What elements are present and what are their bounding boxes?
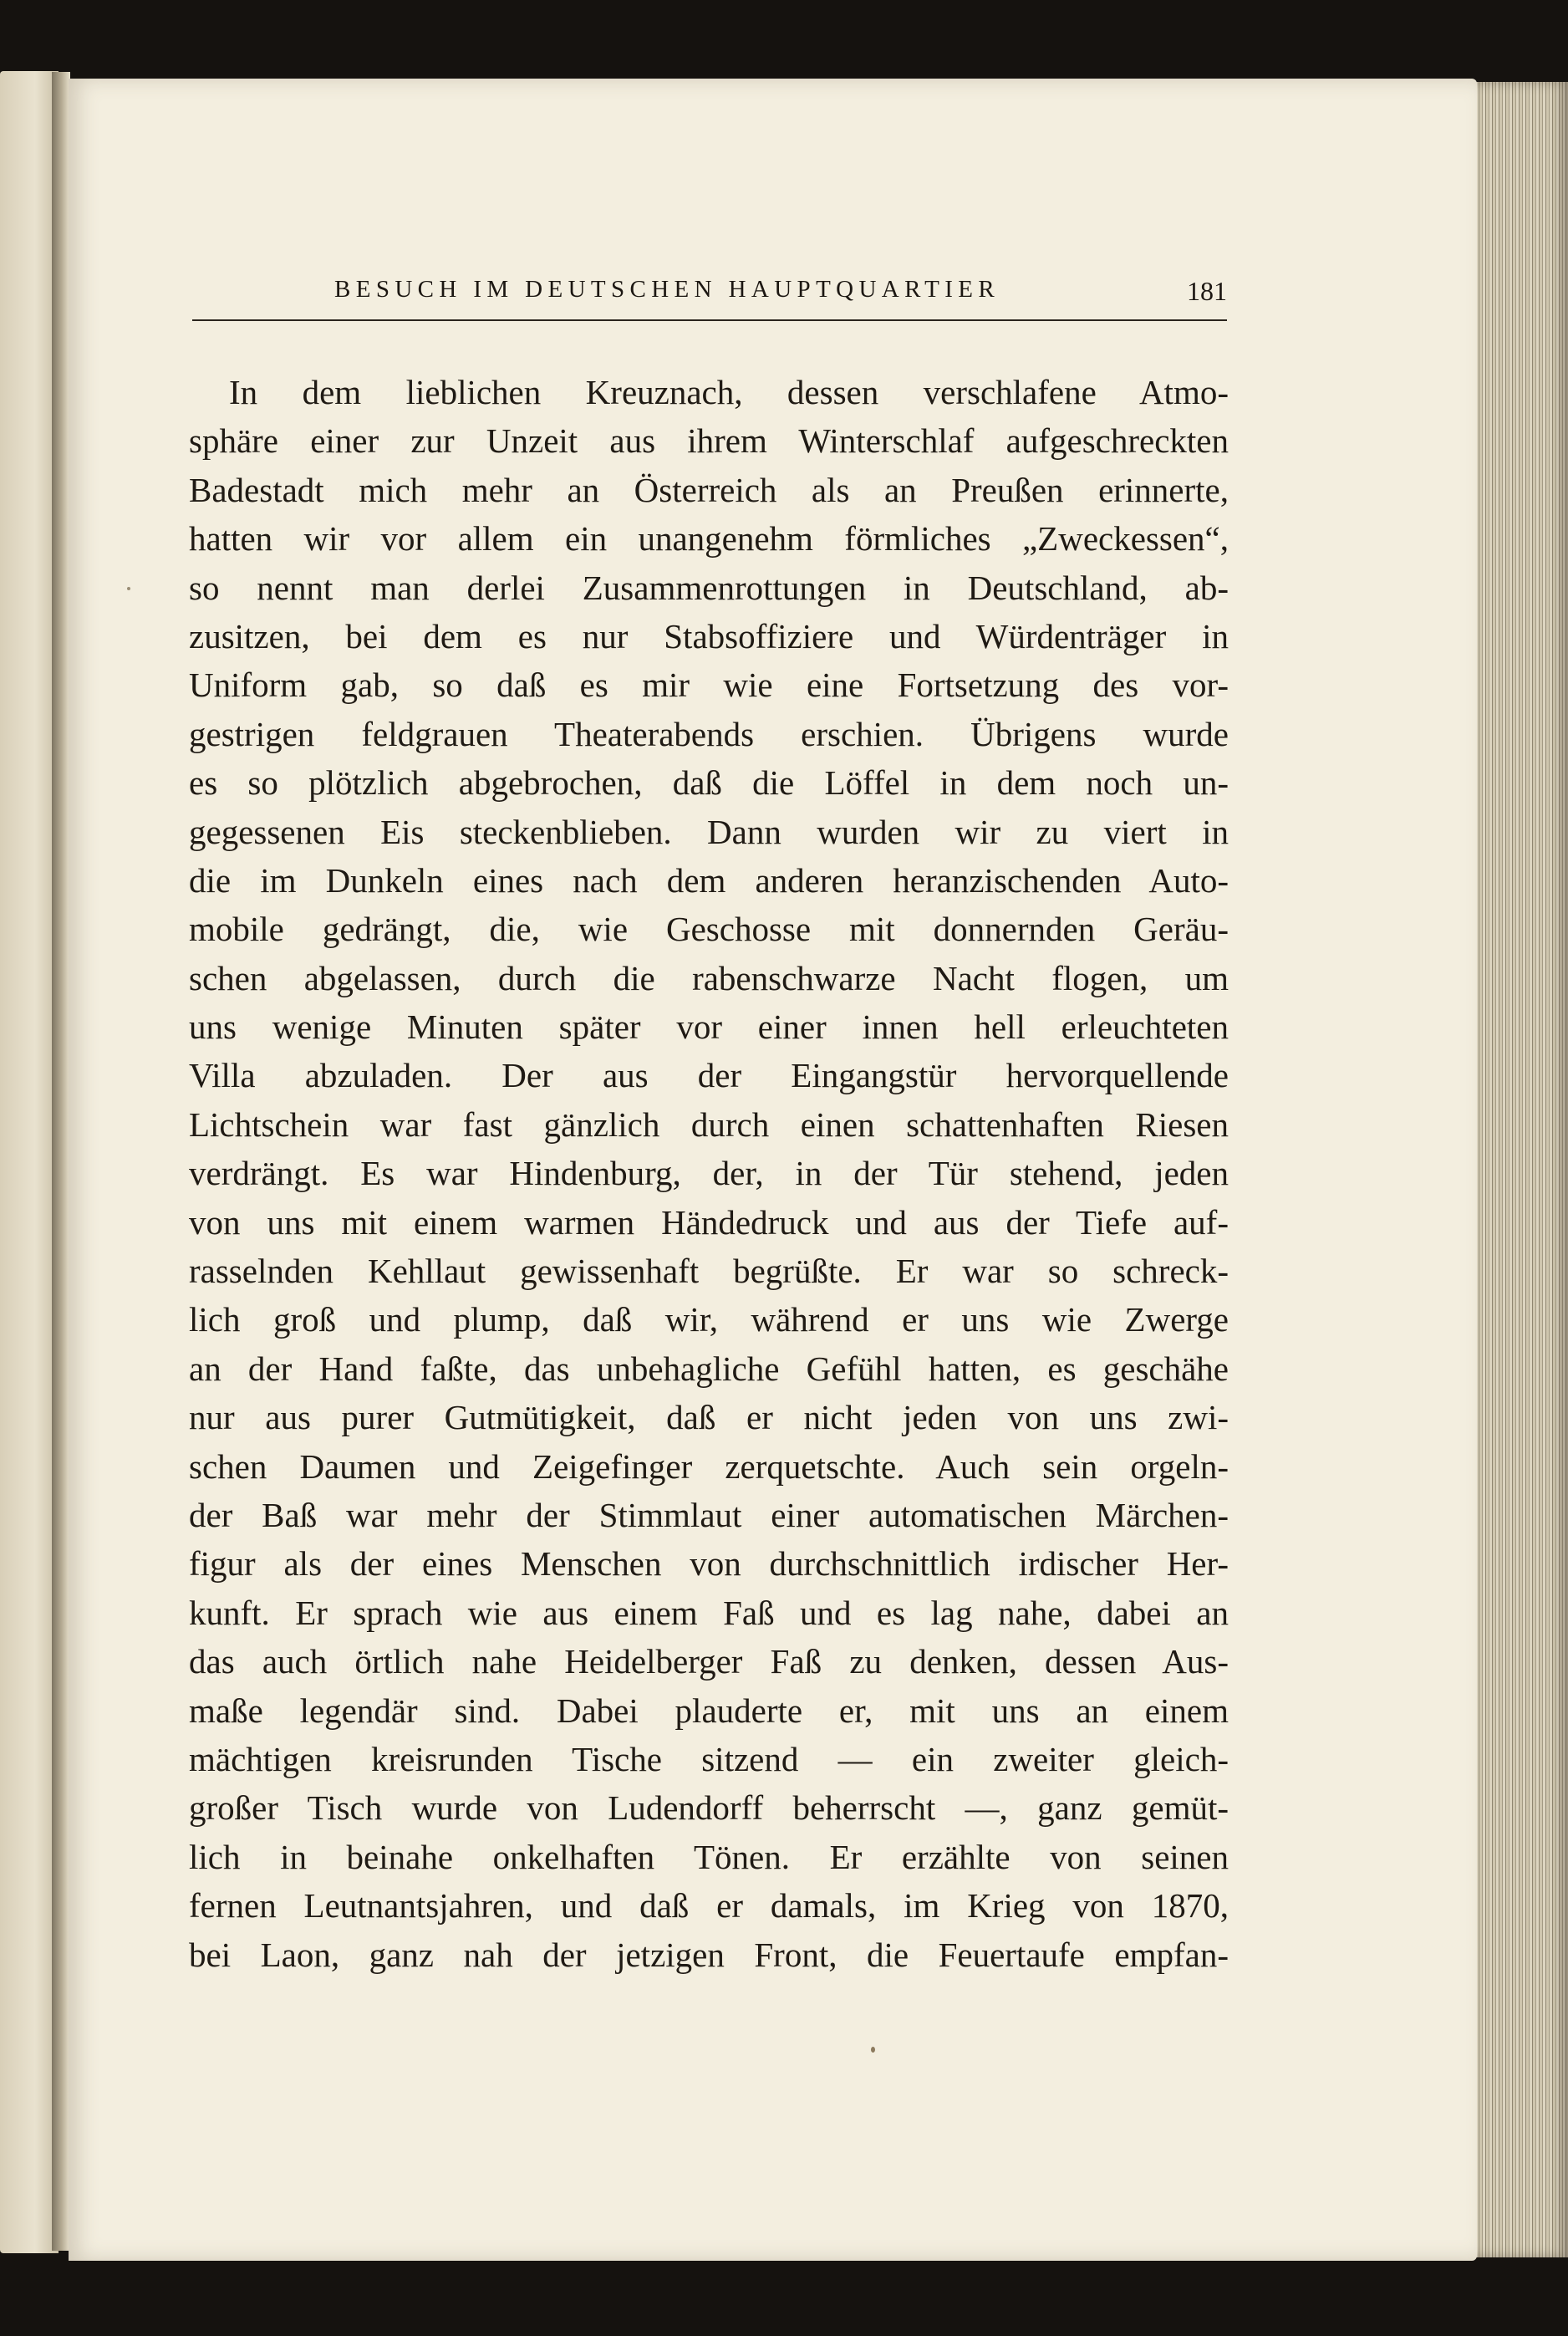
book-gutter <box>52 72 70 2251</box>
text-line: fernen Leutnantsjahren, und daß er damals, im Krieg von 1870, <box>189 1886 1229 1925</box>
text-line: zusitzen, bei dem es nur Stabsoffiziere und Würdenträger in <box>189 616 1229 655</box>
paper-speck <box>871 2047 875 2053</box>
text-line: verdrängt. Es war Hindenburg, der, in der Tür stehend, jeden <box>189 1154 1229 1193</box>
margin-mark <box>127 587 130 590</box>
text-line: schen Daumen und Zeigefinger zerquetschte. Auch sein orgeln- <box>189 1446 1229 1486</box>
text-line: Uniform gab, so daß es mir wie eine Fortsetzung des vor- <box>189 666 1229 705</box>
text-line: der Baß war mehr der Stimmlaut einer automatischen Märchen- <box>189 1495 1229 1534</box>
text-line: Villa abzuladen. Der aus der Eingangstür hervorquellende <box>189 1056 1229 1095</box>
text-line: lich groß und plump, daß wir, während er uns wie Zwerge <box>189 1300 1229 1339</box>
running-title: BESUCH IM DEUTSCHEN HAUPTQUARTIER <box>334 276 1000 303</box>
header-rule <box>192 319 1227 321</box>
text-line: großer Tisch wurde von Ludendorff beherrscht —, ganz gemüt- <box>189 1788 1229 1828</box>
text-line: Badestadt mich mehr an Österreich als an Preußen erinnerte, <box>189 470 1229 509</box>
running-header <box>192 276 1227 318</box>
text-line: bei Laon, ganz nah der jetzigen Front, die Feuertaufe empfan- <box>189 1935 1229 1974</box>
text-line: kunft. Er sprach wie aus einem Faß und es lag nahe, dabei an <box>189 1593 1229 1632</box>
text-line: lich in beinahe onkelhaften Tönen. Er erzählte von seinen <box>189 1837 1229 1876</box>
text-line: nur aus purer Gutmütigkeit, daß er nicht jeden von uns zwi- <box>189 1398 1229 1437</box>
text-line: In dem lieblichen Kreuznach, dessen verschlafene Atmo- <box>229 373 1229 411</box>
text-line: figur als der eines Menschen von durchschnittlich irdischer Her- <box>189 1544 1229 1584</box>
text-line: es so plötzlich abgebrochen, daß die Löffel in dem noch un- <box>189 763 1229 803</box>
text-line: Lichtschein war fast gänzlich durch einen schattenhaften Riesen <box>189 1104 1229 1144</box>
text-line: maße legendär sind. Dabei plauderte er, mit uns an einem <box>189 1691 1229 1730</box>
text-line: mobile gedrängt, die, wie Geschosse mit donnernden Geräu- <box>189 910 1229 949</box>
page-block-edges <box>1473 82 1568 2257</box>
body-paragraph <box>189 368 1229 1979</box>
text-line: gegessenen Eis steckenblieben. Dann wurden wir zu viert in <box>189 812 1229 851</box>
text-line: von uns mit einem warmen Händedruck und aus der Tiefe auf- <box>189 1202 1229 1242</box>
text-line: so nennt man derlei Zusammenrottungen in Deutschland, ab- <box>189 568 1229 607</box>
text-line: an der Hand faßte, das unbehagliche Gefühl hatten, es geschähe <box>189 1349 1229 1388</box>
page-number: 181 <box>1187 276 1227 306</box>
text-line: sphäre einer zur Unzeit aus ihrem Winterschlaf aufgeschreckten <box>189 421 1229 461</box>
facing-page-edge <box>0 71 59 2253</box>
text-line: hatten wir vor allem ein unangenehm förmliches „Zweckessen“, <box>189 519 1229 558</box>
text-line: mächtigen kreisrunden Tische sitzend — ein zweiter gleich- <box>189 1739 1229 1778</box>
text-line: rasselnden Kehllaut gewissenhaft begrüßte. Er war so schreck- <box>189 1252 1229 1291</box>
text-line: die im Dunkeln eines nach dem anderen heranzischenden Auto- <box>189 860 1229 900</box>
text-line: schen abgelassen, durch die rabenschwarze Nacht flogen, um <box>189 958 1229 997</box>
text-line: das auch örtlich nahe Heidelberger Faß zu denken, dessen Aus- <box>189 1642 1229 1681</box>
text-line: gestrigen feldgrauen Theaterabends erschien. Übrigens wurde <box>189 714 1229 753</box>
text-line: uns wenige Minuten später vor einer innen hell erleuchteten <box>189 1007 1229 1047</box>
